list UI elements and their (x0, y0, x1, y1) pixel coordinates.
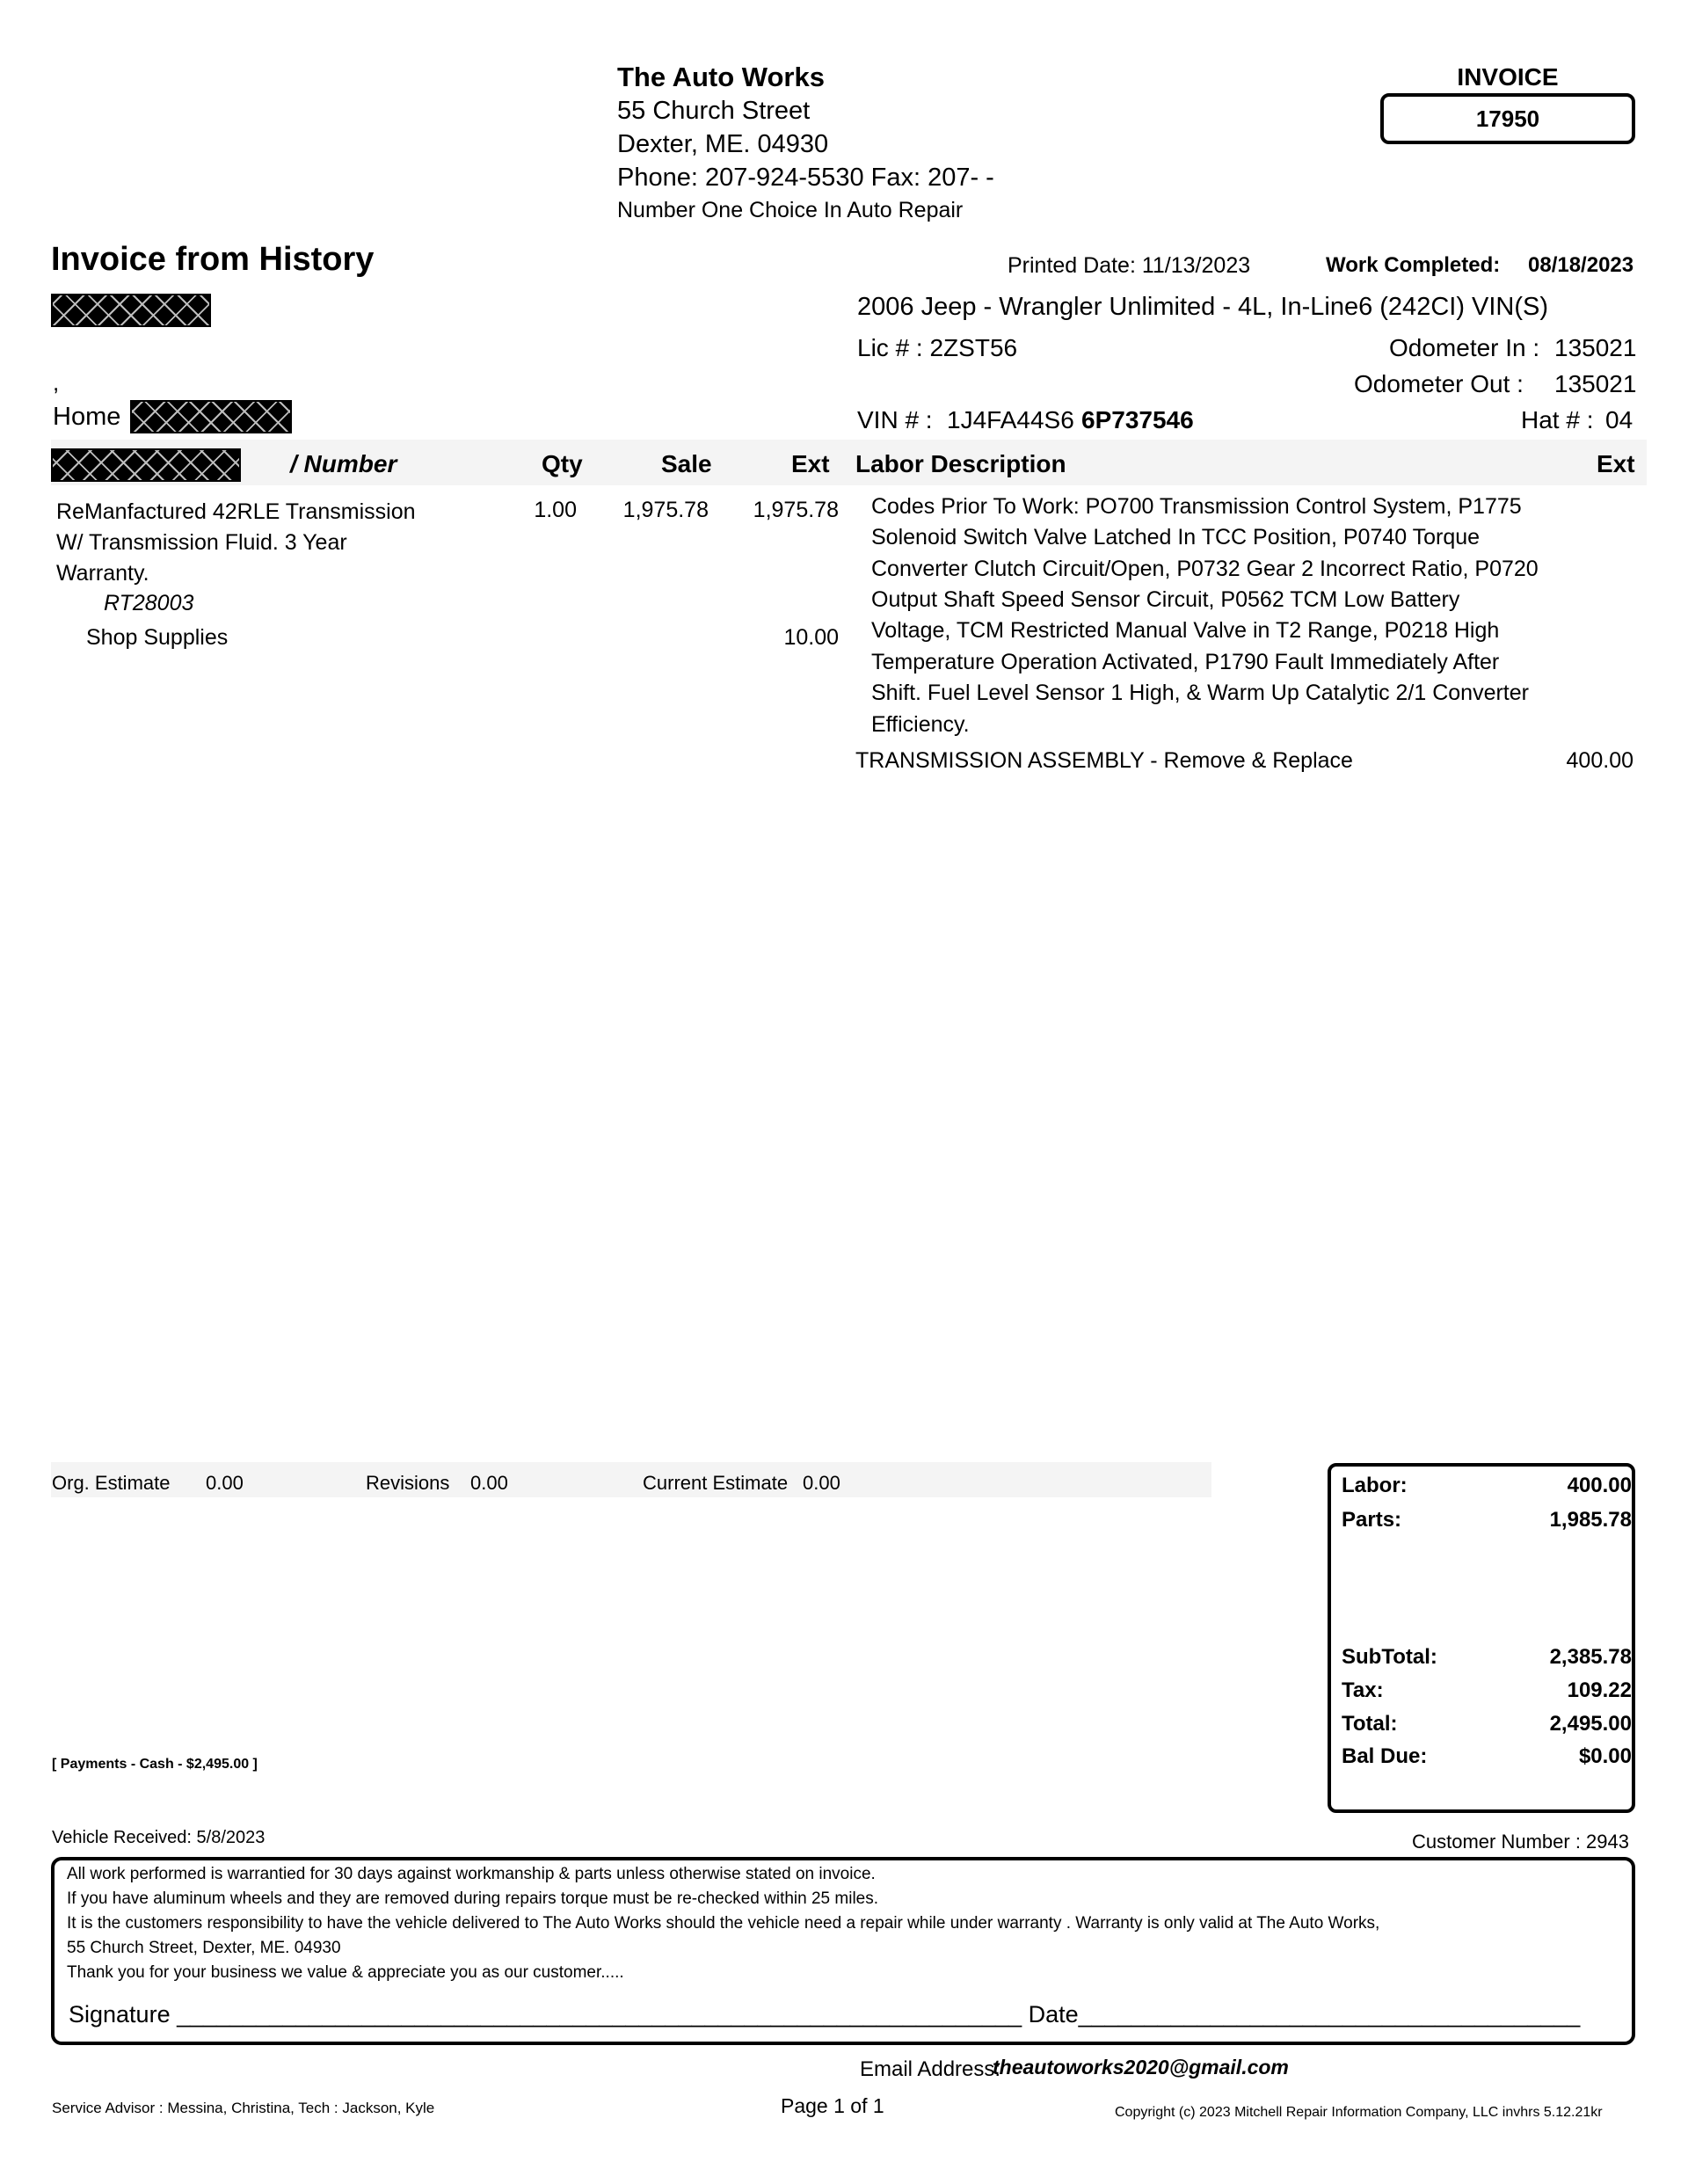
part-sale: 1,975.78 (622, 498, 709, 522)
tax-value: 109.22 (1567, 1678, 1632, 1702)
balance-due-label: Bal Due: (1342, 1744, 1428, 1768)
page-title: Invoice from History (51, 241, 375, 278)
odometer-out-label: Odometer Out : (1354, 370, 1524, 397)
customer-address-comma: , (53, 369, 60, 396)
shop-email: theautoworks2020@gmail.com (993, 2056, 1289, 2078)
grand-total-label: Total: (1342, 1712, 1398, 1736)
totals-parts-row (1342, 1508, 1632, 1534)
labor-codes-line: Solenoid Switch Valve Latched In TCC Position, P0740 Torque (871, 525, 1481, 550)
labor-codes-line: Converter Clutch Circuit/Open, P0732 Gear 2 Incorrect Ratio, P0720 (871, 557, 1539, 581)
labor-header-description: Labor Description (855, 450, 1066, 477)
warranty-line: All work performed is warrantied for 30 days against workmanship & parts unless otherwise stated on invoice. (67, 1865, 876, 1883)
vin-prefix: 1J4FA44S6 (947, 406, 1074, 433)
copyright: Copyright (c) 2023 Mitchell Repair Information Company, LLC invhrs 5.12.21kr (1115, 2105, 1603, 2120)
parts-header-ext: Ext (791, 450, 830, 477)
balance-due-value: $0.00 (1578, 1744, 1632, 1768)
parts-total-value: 1,985.78 (1549, 1508, 1632, 1532)
signature-date-line: Signature ________________________________________________________________ Date______________________________________ (69, 2001, 1581, 2027)
labor-item-ext: 400.00 (1566, 748, 1633, 773)
vehicle-description: 2006 Jeep - Wrangler Unlimited - 4L, In-Line6 (242CI) VIN(S) (857, 293, 1549, 321)
parts-header-sale: Sale (661, 450, 712, 477)
hat-label: Hat # : (1521, 406, 1594, 433)
subtotal-label: SubTotal: (1342, 1645, 1437, 1669)
warranty-line: Thank you for your business we value & appreciate you as our customer..... (67, 1963, 624, 1982)
subtotal-value: 2,385.78 (1549, 1645, 1632, 1669)
odometer-out-value: 135021 (1554, 370, 1637, 397)
org-estimate-value: 0.00 (206, 1472, 244, 1494)
redacted-home-phone (130, 400, 292, 433)
shop-address-line2: Dexter, ME. 04930 (617, 130, 829, 158)
part-description-line: Warranty. (56, 561, 149, 586)
service-advisor-tech: Service Advisor : Messina, Christina, Tech : Jackson, Kyle (52, 2100, 435, 2116)
customer-number: Customer Number : 2943 (1412, 1831, 1629, 1853)
vin-suffix: 6P737546 (1081, 406, 1194, 433)
totals-tax-row (1342, 1678, 1632, 1705)
labor-header-ext: Ext (1597, 450, 1635, 477)
shop-slogan: Number One Choice In Auto Repair (617, 198, 964, 222)
part-description-line: ReManfactured 42RLE Transmission (56, 499, 416, 524)
totals-labor-row (1342, 1474, 1632, 1500)
invoice-number: 17950 (1475, 106, 1540, 132)
labor-codes-line: Efficiency. (871, 712, 970, 737)
warranty-line: If you have aluminum wheels and they are removed during repairs torque must be re-checked within 25 miles. (67, 1889, 879, 1908)
labor-codes-line: Temperature Operation Activated, P1790 Fault Immediately After (871, 650, 1500, 674)
totals-total-row (1342, 1712, 1632, 1738)
part-ext: 1,975.78 (753, 498, 839, 522)
shop-supplies-ext: 10.00 (783, 625, 839, 650)
part-qty: 1.00 (534, 498, 577, 522)
totals-subtotal-row (1342, 1645, 1632, 1671)
labor-total-label: Labor: (1342, 1474, 1408, 1497)
license-number: Lic # : 2ZST56 (857, 334, 1018, 361)
email-label: Email Address: (860, 2057, 1001, 2081)
page-number: Page 1 of 1 (781, 2094, 884, 2117)
shop-supplies-description: Shop Supplies (86, 625, 229, 650)
parts-header-number: / Number (290, 450, 397, 477)
parts-total-label: Parts: (1342, 1508, 1402, 1532)
grand-total-value: 2,495.00 (1549, 1712, 1632, 1736)
home-phone-label: Home (53, 403, 121, 431)
shop-phone-fax: Phone: 207-924-5530 Fax: 207- - (617, 164, 994, 192)
odometer-in-label: Odometer In : (1389, 334, 1540, 361)
shop-address-line1: 55 Church Street (617, 97, 811, 125)
work-completed-label: Work Completed: (1326, 253, 1501, 277)
warranty-line: 55 Church Street, Dexter, ME. 04930 (67, 1939, 341, 1957)
payments-note: [ Payments - Cash - $2,495.00 ] (52, 1757, 258, 1772)
revisions-label: Revisions (366, 1472, 450, 1494)
current-estimate-label: Current Estimate (643, 1472, 789, 1494)
org-estimate-label: Org. Estimate (52, 1472, 171, 1494)
revisions-value: 0.00 (470, 1472, 508, 1494)
parts-header-qty: Qty (542, 450, 583, 477)
tax-label: Tax: (1342, 1678, 1384, 1702)
part-number: RT28003 (104, 591, 194, 615)
labor-codes-line: Output Shaft Speed Sensor Circuit, P0562 TCM Low Battery (871, 587, 1460, 612)
hat-number: 04 (1605, 406, 1633, 433)
labor-codes-line: Shift. Fuel Level Sensor 1 High, & Warm Up Catalytic 2/1 Converter (871, 681, 1529, 705)
invoice-number-box (1380, 93, 1635, 144)
part-description-line: W/ Transmission Fluid. 3 Year (56, 530, 347, 555)
shop-name: The Auto Works (617, 62, 825, 92)
work-completed-date: 08/18/2023 (1528, 253, 1634, 277)
warranty-line: It is the customers responsibility to have the vehicle delivered to The Auto Works should the vehicle need a repair while under warranty . Warranty is only valid at The Auto Works, (67, 1914, 1380, 1933)
printed-date: Printed Date: 11/13/2023 (1008, 253, 1251, 278)
invoice-label: INVOICE (1457, 63, 1559, 91)
labor-total-value: 400.00 (1567, 1474, 1632, 1497)
vehicle-received: Vehicle Received: 5/8/2023 (52, 1828, 266, 1847)
totals-balance-row (1342, 1744, 1632, 1771)
redacted-part-header (51, 448, 241, 482)
odometer-in-value: 135021 (1554, 334, 1637, 361)
labor-item-description: TRANSMISSION ASSEMBLY - Remove & Replace (855, 748, 1353, 773)
current-estimate-value: 0.00 (803, 1472, 840, 1494)
labor-codes-line: Codes Prior To Work: PO700 Transmission Control System, P1775 (871, 494, 1522, 519)
redacted-customer-name (51, 294, 211, 327)
vin-label: VIN # : (857, 406, 933, 433)
labor-codes-line: Voltage, TCM Restricted Manual Valve in T2 Range, P0218 High (871, 618, 1500, 643)
